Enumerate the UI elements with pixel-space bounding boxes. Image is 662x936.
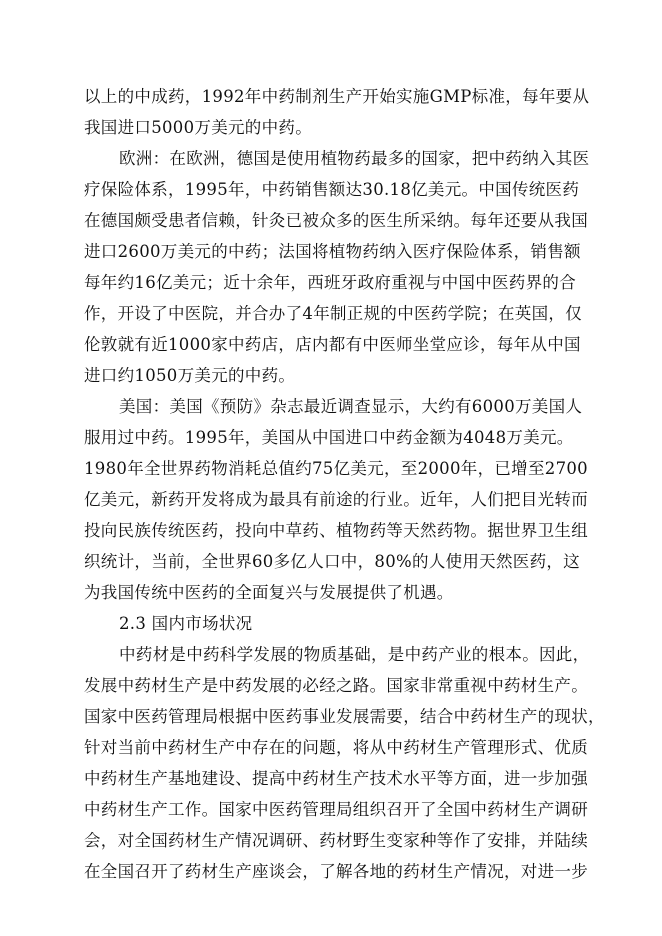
text-line: 进口2600万美元的中药；法国将植物药纳入医疗保险体系，销售额 xyxy=(84,242,581,261)
text-line: 进口约1050万美元的中药。 xyxy=(84,366,296,385)
text-line: 伦敦就有近1000家中药店，店内都有中医师坐堂应诊，每年从中国 xyxy=(84,335,581,354)
text-line: 我国进口5000万美元的中药。 xyxy=(84,118,312,137)
section-heading: 2.3 国内市场状况 xyxy=(119,614,253,633)
text-line: 织统计，当前，全世界60多亿人口中，80%的人使用天然医药，这 xyxy=(84,552,580,571)
text-line: 疗保险体系，1995年，中药销售额达30.18亿美元。中国传统医药 xyxy=(84,180,580,199)
text-line: 每年约16亿美元；近十余年，西班牙政府重视与中国中医药界的合 xyxy=(84,273,576,292)
text-line: 会，对全国药材生产情况调研、药材野生变家种等作了安排，并陆续 xyxy=(84,831,588,850)
text-line: 亿美元，新药开发将成为最具有前途的行业。近年，人们把目光转而 xyxy=(84,490,588,509)
paragraph-europe-start: 欧洲：在欧洲，德国是使用植物药最多的国家，把中药纳入其医 xyxy=(119,149,590,168)
text-line: 在全国召开了药材生产座谈会，了解各地的药材生产情况，对进一步 xyxy=(84,862,588,881)
text-line: 在德国颇受患者信赖，针灸已被众多的医生所采纳。每年还要从我国 xyxy=(84,211,588,230)
text-line: 针对当前中药材生产中存在的问题，将从中药材生产管理形式、优质 xyxy=(84,738,588,757)
text-line: 中药材生产工作。国家中医药管理局组织召开了全国中药材生产调研 xyxy=(84,800,588,819)
text-line: 发展中药材生产是中药发展的必经之路。国家非常重视中药材生产。 xyxy=(84,676,588,695)
paragraph-usa-start: 美国：美国《预防》杂志最近调查显示，大约有6000万美国人 xyxy=(119,397,583,416)
text-line: 以上的中成药，1992年中药制剂生产开始实施GMP标准，每年要从 xyxy=(84,87,590,106)
paragraph-domestic-start: 中药材是中药科学发展的物质基础，是中药产业的根本。因此， xyxy=(119,645,590,664)
text-line: 作，开设了中医院，并合办了4年制正规的中医药学院；在英国，仅 xyxy=(84,304,582,323)
text-line: 国家中医药管理局根据中医药事业发展需要，结合中药材生产的现状， xyxy=(84,707,605,726)
text-line: 1980年全世界药物消耗总值约75亿美元，至2000年，已增至2700 xyxy=(84,459,588,478)
text-line: 中药材生产基地建设、提高中药材生产技术水平等方面，进一步加强 xyxy=(84,769,588,788)
text-line: 为我国传统中医药的全面复兴与发展提供了机遇。 xyxy=(84,583,454,602)
text-line: 投向民族传统医药，投向中草药、植物药等天然药物。据世界卫生组 xyxy=(84,521,588,540)
text-line: 服用过中药。1995年，美国从中国进口中药金额为4048万美元。 xyxy=(84,428,574,447)
